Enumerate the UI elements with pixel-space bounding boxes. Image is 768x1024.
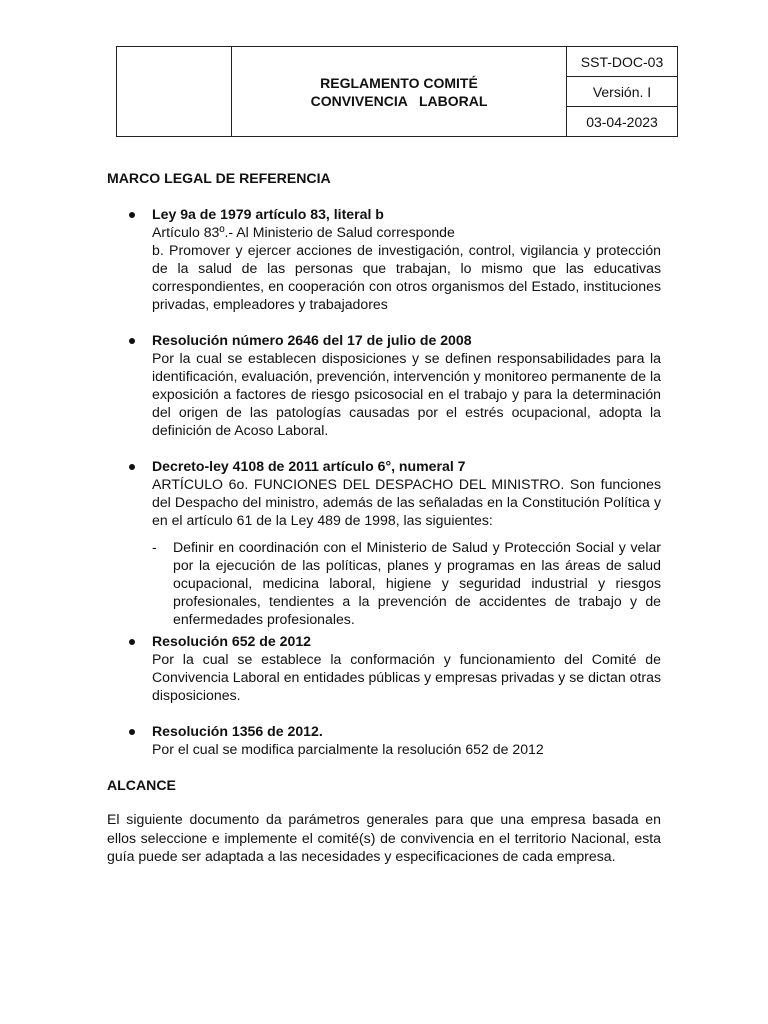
reference-text: b. Promover y ejercer acciones de investigación, control, vigilancia y protección de la salud de las personas que trabajan, lo mismo que las educativas correspondientes, en cooperación con otros organismos del Estado, instituciones privadas, empleadores y trabajadores <box>152 242 661 312</box>
reference-text: Por la cual se establece la conformación y funcionamiento del Comité de Convivencia Laboral en entidades públicas y empresas privadas y se dictan otras disposiciones. <box>152 651 661 703</box>
legal-reference <box>107 722 661 758</box>
doc-code: SST-DOC-03 <box>567 47 678 77</box>
bullet-icon <box>129 729 135 735</box>
legal-reference <box>107 331 661 439</box>
alcance-paragraph: El siguiente documento da parámetros generales para que una empresa basada en ellos seleccione e implemente el comité(s) de convivencia en el territorio Nacional, esta guía puede ser adaptada a las necesidades y especificaciones de cada empresa. <box>107 811 661 864</box>
legal-reference <box>107 632 661 704</box>
bullet-icon <box>129 338 135 344</box>
reference-title: Resolución número 2646 del 17 de julio de 2008 <box>152 332 472 348</box>
reference-title: Decreto-ley 4108 de 2011 artículo 6°, numeral 7 <box>152 458 466 474</box>
reference-title: Ley 9a de 1979 artículo 83, literal b <box>152 206 384 222</box>
reference-text: Por el cual se modifica parcialmente la resolución 652 de 2012 <box>152 741 544 757</box>
section-heading-alcance: ALCANCE <box>107 777 176 793</box>
title-line-2: CONVIVENCIA LABORAL <box>310 92 488 109</box>
sub-item-text: Definir en coordinación con el Ministerio de Salud y Protección Social y velar por la ejecución de las políticas, planes y programas en las áreas de salud ocupacional, medicina laboral, higiene y seguridad industrial y riesgos profesionales, tendientes a la prevención de accidentes de trabajo y de enfermedades profesionales. <box>173 539 661 627</box>
legal-reference <box>107 457 661 628</box>
legal-reference <box>107 205 661 313</box>
doc-version: Versión. I <box>567 77 678 107</box>
reference-text: Artículo 83º.- Al Ministerio de Salud corresponde <box>152 224 455 240</box>
reference-text: ARTÍCULO 6o. FUNCIONES DEL DESPACHO DEL MINISTRO. Son funciones del Despacho del ministro, además de las señaladas en la Constitución Política y en el artículo 61 de la Ley 489 de 1998, las siguientes: <box>152 476 661 528</box>
bullet-icon <box>129 464 135 470</box>
bullet-icon <box>129 639 135 645</box>
bullet-icon <box>129 212 135 218</box>
title-line-1: REGLAMENTO COMITÉ <box>320 74 478 91</box>
document-body <box>107 169 661 866</box>
reference-title: Resolución 1356 de 2012. <box>152 723 323 739</box>
document-title <box>232 47 567 137</box>
logo-placeholder <box>117 47 232 137</box>
reference-text: Por la cual se establecen disposiciones y se definen responsabilidades para la identificación, evaluación, prevención, intervención y monitoreo permanente de la exposición a factores de riesgo psicosocial en el trabajo y para la determinación del origen de las patologías causadas por el estrés ocupacional, adopta la definición de Acoso Laboral. <box>152 350 661 438</box>
section-heading-marco: MARCO LEGAL DE REFERENCIA <box>107 170 331 186</box>
document-header <box>116 46 678 137</box>
reference-title: Resolución 652 de 2012 <box>152 633 312 649</box>
sub-list-item <box>152 538 661 628</box>
dash-marker: - <box>152 539 157 555</box>
doc-date: 03-04-2023 <box>567 107 678 137</box>
